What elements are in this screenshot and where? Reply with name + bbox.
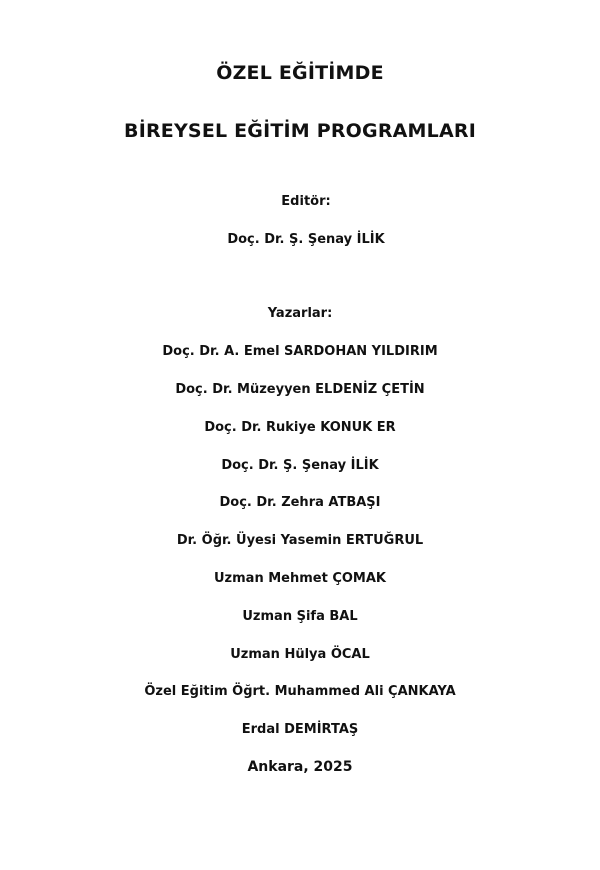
author-name: Uzman Şifa BAL bbox=[242, 609, 358, 624]
editor-label: Editör: bbox=[281, 194, 331, 209]
author-name: Doç. Dr. A. Emel SARDOHAN YILDIRIM bbox=[162, 344, 438, 359]
author-name: Özel Eğitim Öğrt. Muhammed Ali ÇANKAYA bbox=[144, 684, 456, 699]
author-name: Uzman Hülya ÖCAL bbox=[230, 647, 370, 662]
book-title-line-1: ÖZEL EĞİTİMDE bbox=[216, 62, 384, 84]
author-name: Uzman Mehmet ÇOMAK bbox=[214, 571, 386, 586]
author-name: Erdal DEMİRTAŞ bbox=[241, 722, 359, 737]
authors-label: Yazarlar: bbox=[267, 306, 333, 321]
author-name: Doç. Dr. Ş. Şenay İLİK bbox=[221, 458, 379, 473]
book-title-line-2: BİREYSEL EĞİTİM PROGRAMLARI bbox=[124, 120, 476, 142]
imprint-place-year: Ankara, 2025 bbox=[247, 759, 353, 775]
author-name: Doç. Dr. Rukiye KONUK ER bbox=[204, 420, 396, 435]
author-name: Dr. Öğr. Üyesi Yasemin ERTUĞRUL bbox=[176, 533, 424, 548]
author-name: Doç. Dr. Zehra ATBAŞI bbox=[219, 495, 381, 510]
author-name: Doç. Dr. Müzeyyen ELDENİZ ÇETİN bbox=[175, 382, 425, 397]
editor-name: Doç. Dr. Ş. Şenay İLİK bbox=[227, 232, 385, 247]
